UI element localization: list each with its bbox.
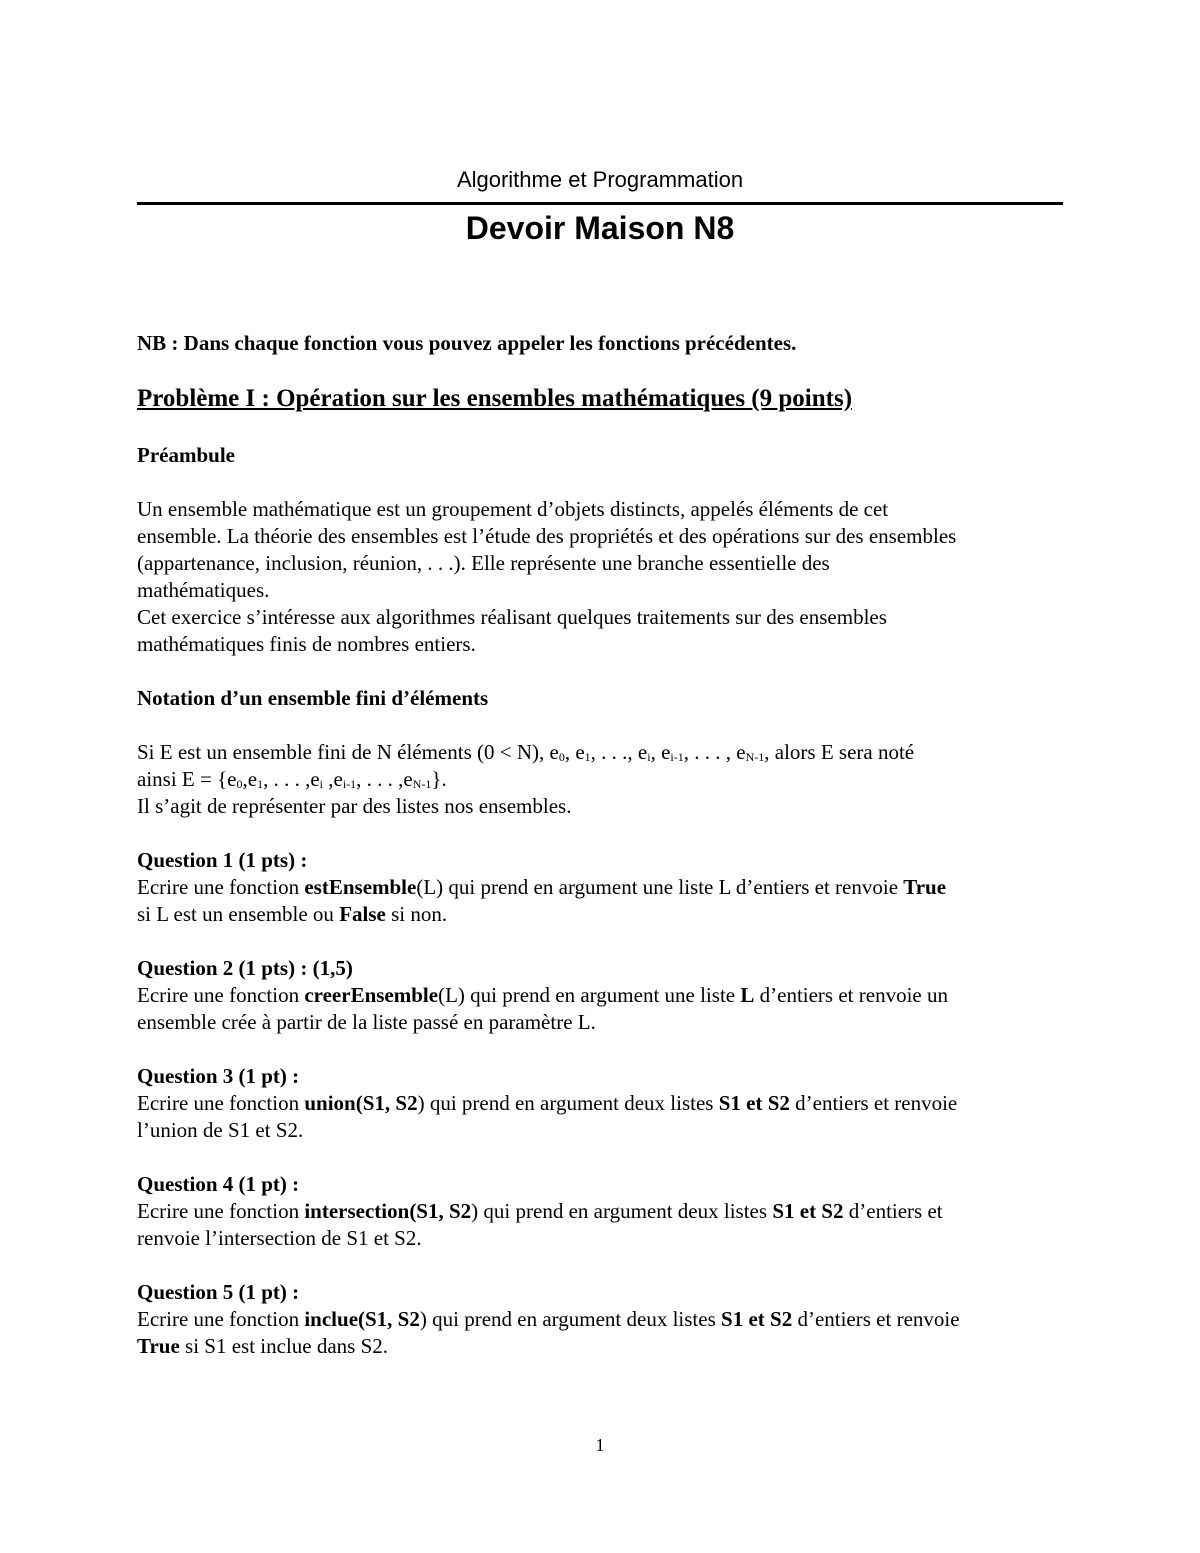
- question-4-heading: Question 4 (1 pt) :: [137, 1172, 300, 1196]
- document-body: [137, 330, 1063, 1360]
- preambule-line: Cet exercice s’intéresse aux algorithmes réalisant quelques traitements sur des ensembles: [137, 605, 887, 629]
- question-4-text-cont: renvoie l’intersection de S1 et S2.: [137, 1226, 422, 1250]
- question-2-text: Ecrire une fonction creerEnsemble(L) qui prend en argument une liste L d’entiers et renvoie un: [137, 983, 948, 1007]
- question-3-text-cont: l’union de S1 et S2.: [137, 1118, 304, 1142]
- question-5-heading: Question 5 (1 pt) :: [137, 1280, 300, 1304]
- preambule-heading: Préambule: [137, 443, 235, 467]
- question-2-text-cont: ensemble crée à partir de la liste passé en paramètre L.: [137, 1010, 596, 1034]
- course-title: Algorithme et Programmation: [456, 167, 744, 192]
- document-title: Devoir Maison N8: [465, 210, 735, 246]
- question-5-text: Ecrire une fonction inclue(S1, S2) qui prend en argument deux listes S1 et S2 d’entiers et renvoie: [137, 1307, 960, 1331]
- question-1-text-cont: si L est un ensemble ou False si non.: [137, 902, 448, 926]
- preambule-line: Un ensemble mathématique est un groupement d’objets distincts, appelés éléments de cet: [137, 497, 889, 521]
- preambule-line: ensemble. La théorie des ensembles est l’étude des propriétés et des opérations sur des ensembles: [137, 524, 957, 548]
- notation-heading: Notation d’un ensemble fini d’éléments: [137, 686, 489, 710]
- question-1-heading: Question 1 (1 pts) :: [137, 848, 308, 872]
- problem-title: Problème I : Opération sur les ensembles mathématiques (9 points): [137, 385, 853, 412]
- notation-line-2: ainsi $E = \{e_0,e_1$, . . . $,e_i$ $,e_{i-1}$, . . . $,e_{N-1}$}.: [137, 767, 447, 791]
- nb-note: NB : Dans chaque fonction vous pouvez appeler les fonctions précédentes.: [137, 331, 797, 355]
- question-2-heading: Question 2 (1 pts) : (1,5): [137, 956, 353, 980]
- notation-line-1: Si E est un ensemble fini de N éléments (0 < N), $e_0$, $e_1$, . . ., $e_i$, $e_{i-1}$, . . . , $e_{N-1}$, alors E sera noté: [137, 740, 915, 764]
- preambule-line: (appartenance, inclusion, réunion, . . .). Elle représente une branche essentielle des: [137, 551, 830, 575]
- question-5-text-cont: True si S1 est inclue dans S2.: [137, 1334, 389, 1358]
- question-3-text: Ecrire une fonction union(S1, S2) qui prend en argument deux listes S1 et S2 d’entiers et renvoie: [137, 1091, 958, 1115]
- preambule-line: mathématiques finis de nombres entiers.: [137, 632, 476, 656]
- question-4-text: Ecrire une fonction intersection(S1, S2) qui prend en argument deux listes S1 et S2 d’entiers et: [137, 1199, 943, 1223]
- question-3-heading: Question 3 (1 pt) :: [137, 1064, 300, 1088]
- page-number: 1: [595, 1435, 605, 1455]
- preambule-line: mathématiques.: [137, 578, 270, 602]
- question-1-text: Ecrire une fonction estEnsemble(L) qui prend en argument une liste L d’entiers et renvoie True: [137, 875, 947, 899]
- header-divider: [137, 202, 1063, 205]
- notation-line-3: Il s’agit de représenter par des listes nos ensembles.: [137, 794, 572, 818]
